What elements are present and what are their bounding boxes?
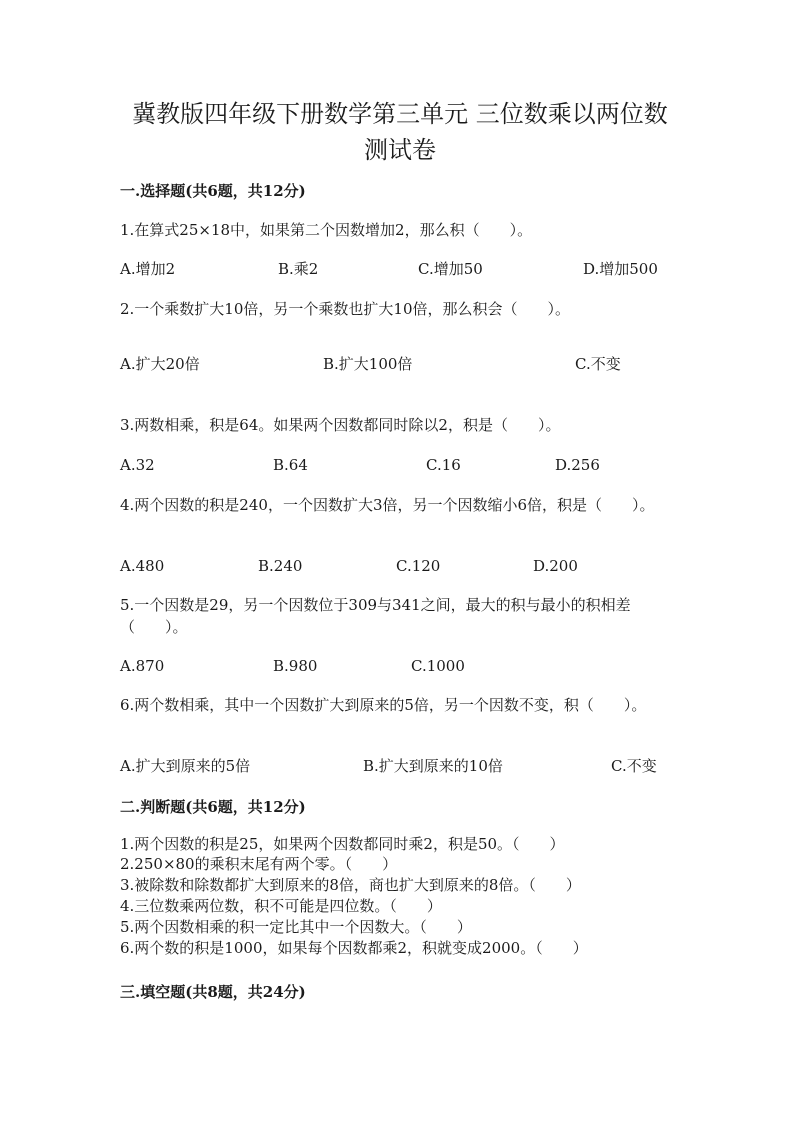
choice-q5-option-c: C.1000: [411, 657, 465, 675]
choice-q1-option-b: B.乘2: [278, 260, 319, 278]
choice-q3-option-a: A.32: [120, 456, 155, 474]
choice-q2-option-a: A.扩大20倍: [120, 355, 200, 373]
choice-q4-option-c: C.120: [396, 557, 441, 575]
choice-q4-option-b: B.240: [258, 557, 303, 575]
choice-q1-stem: 1.在算式25×18中，如果第二个因数增加2，那么积（ ）。: [120, 221, 533, 239]
choice-q2-option-c: C.不变: [575, 355, 621, 373]
choice-q2-option-b: B.扩大100倍: [323, 355, 413, 373]
section-judge-title: 二.判断题(共6题，共12分): [120, 798, 306, 816]
choice-q2-stem: 2.一个乘数扩大10倍，另一个乘数也扩大10倍，那么积会（ ）。: [120, 300, 570, 318]
judge-q1: 1.两个因数的积是25，如果两个因数都同时乘2，积是50。（ ）: [120, 835, 565, 853]
judge-q6: 6.两个数的积是1000，如果每个因数都乘2，积就变成2000。（ ）: [120, 939, 588, 957]
title-line-1: 冀教版四年级下册数学第三单元 三位数乘以两位数: [132, 100, 668, 128]
choice-q5-option-a: A.870: [120, 657, 165, 675]
choice-q4-stem: 4.两个因数的积是240，一个因数扩大3倍，另一个因数缩小6倍，积是（ ）。: [120, 496, 655, 514]
choice-q6-option-b: B.扩大到原来的10倍: [363, 757, 503, 775]
judge-q3: 3.被除数和除数都扩大到原来的8倍，商也扩大到原来的8倍。（ ）: [120, 876, 581, 894]
section-fill-title: 三.填空题(共8题，共24分): [120, 983, 306, 1001]
page-title: [60, 96, 740, 168]
choice-q5-stem: 5.一个因数是29，另一个因数位于309与341之间，最大的积与最小的积相差（ ）。: [120, 596, 631, 636]
choice-q6-option-c: C.不变: [611, 757, 657, 775]
choice-q1-option-d: D.增加500: [583, 260, 658, 278]
section-choice-title: 一.选择题(共6题，共12分): [120, 182, 306, 200]
choice-q1-option-c: C.增加50: [418, 260, 483, 278]
title-line-2: 测试卷: [364, 136, 436, 164]
choice-q1-option-a: A.增加2: [120, 260, 176, 278]
choice-q3-stem: 3.两数相乘，积是64。如果两个因数都同时除以2，积是（ ）。: [120, 416, 561, 434]
choice-q4-option-d: D.200: [533, 557, 578, 575]
choice-q6-option-a: A.扩大到原来的5倍: [120, 757, 251, 775]
choice-q6-stem: 6.两个数相乘，其中一个因数扩大到原来的5倍，另一个因数不变，积（ ）。: [120, 696, 647, 714]
choice-q5-option-b: B.980: [273, 657, 318, 675]
choice-q4-option-a: A.480: [120, 557, 165, 575]
choice-q3-option-d: D.256: [555, 456, 600, 474]
judge-q2: 2.250×80的乘积末尾有两个零。（ ）: [120, 855, 398, 873]
choice-q3-option-b: B.64: [273, 456, 308, 474]
choice-q3-option-c: C.16: [426, 456, 461, 474]
judge-q5: 5.两个因数相乘的积一定比其中一个因数大。（ ）: [120, 918, 472, 936]
judge-q4: 4.三位数乘两位数，积不可能是四位数。（ ）: [120, 897, 442, 915]
